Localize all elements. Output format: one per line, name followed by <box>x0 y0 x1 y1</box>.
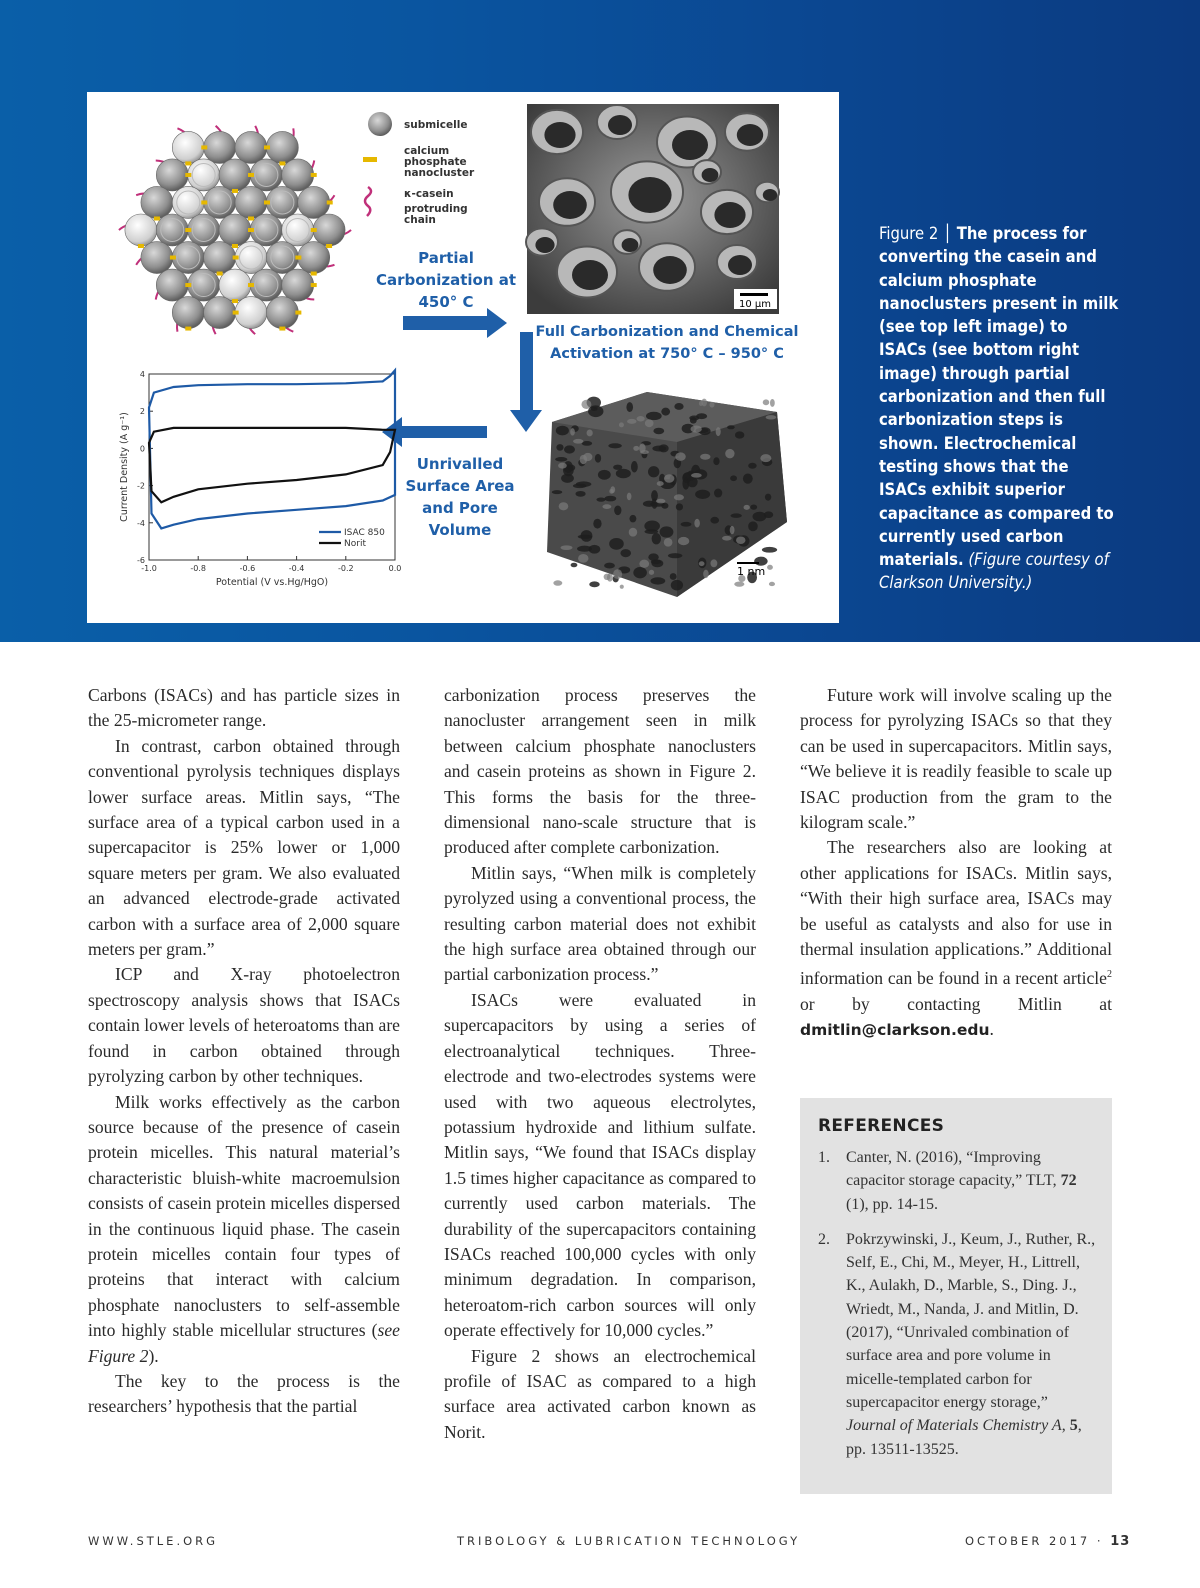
submicelle-legend-icon <box>368 112 392 136</box>
col2-para-2: Mitlin says, “When milk is completely pyrolyzed using a conventional process, the resulting carbon material does not exhibit the high surface area obtained through our partial carbonization process.” <box>444 862 756 985</box>
svg-text:Surface Area: Surface Area <box>405 477 515 495</box>
col3-para-2-text: The researchers also are looking at other applications for ISACs. Mitlin says, “With their high surface area, ISACs may be useful as catalysts and also for use in thermal insulation applications.” Additional information can be found in a recent article <box>800 837 1112 989</box>
article-column-2 <box>444 683 756 1445</box>
col3-para-2 <box>800 835 1112 1043</box>
col1-para-1: Carbons (ISACs) and has particle sizes in the 25-micrometer range. <box>88 685 400 731</box>
arrow-down <box>510 332 542 432</box>
reference-2-sep: , <box>1061 1417 1070 1435</box>
micelle-cluster-illustration <box>119 126 351 334</box>
caption-bold-text: The process for converting the casein and calcium phosphate nanoclusters present in milk (see top left image) to ISACs (see bottom right image) through partial carbonization and then full carbonization steps is shown. Electrochemical testing shows that the ISACs exhibit superior capacitance as compared to currently used carbon materials. <box>879 224 1119 570</box>
x-tick-label: -0.6 <box>239 564 256 573</box>
scale-bar-nano <box>737 562 759 564</box>
reference-1-text <box>846 1146 1098 1216</box>
figure-2-graphic <box>87 92 839 623</box>
col1-para-4-text: Milk works effectively as the carbon source because of the presence of casein protein micelles. This natural material’s characteristic bluish-white macroemulsion consists of casein protein micelles dispersed in the continuous liquid phase. The casein protein micelles contain four types of proteins that interact with calcium phosphate nanoclusters to self-assemble into highly stable micellular structures ( <box>88 1091 400 1341</box>
figure-2 <box>87 92 839 623</box>
caption-credit: (Figure courtesy of Clarkson University.) <box>879 550 1109 593</box>
footer-publication: TRIBOLOGY & LUBRICATION TECHNOLOGY <box>457 1534 801 1548</box>
svg-text:450° C: 450° C <box>418 293 474 311</box>
reference-1-body: Canter, N. (2016), “Improving capacitor storage capacity,” TLT, <box>846 1149 1061 1190</box>
email-link[interactable]: dmitlin@clarkson.edu <box>800 1021 990 1040</box>
svg-text:Volume: Volume <box>428 521 492 539</box>
full-carbonization-label <box>536 324 799 362</box>
reference-2-pages: , pp. 13511-13525. <box>846 1417 1082 1458</box>
col2-para-4: Figure 2 shows an electrochemical profile of ISAC as compared to a high surface area activated carbon known as Norit. <box>444 1345 756 1442</box>
figure-caption <box>879 222 1119 595</box>
svg-text:Activation at 750° C – 950° C: Activation at 750° C – 950° C <box>550 346 784 362</box>
reference-1-pages: (1), pp. 14-15. <box>846 1195 938 1213</box>
micelle-legend <box>363 112 475 226</box>
casein-legend-icon <box>365 187 371 216</box>
partial-carbonization-label <box>376 249 516 311</box>
reference-2 <box>818 1228 1098 1461</box>
col3-para-1: Future work will involve scaling up the process for pyrolyzing ISACs so that they can be used in supercapacitors. Mitlin says, “We believe it is readily feasible to scale up ISAC production from the gram to the kilogram scale.” <box>800 685 1112 833</box>
footer-website: WWW.STLE.ORG <box>88 1534 219 1548</box>
svg-text:Unrivalled: Unrivalled <box>416 455 504 473</box>
col1-para-4-figref: see Figure 2 <box>88 1320 400 1366</box>
scale-bar <box>740 293 768 296</box>
scale-micro-label: 10 μm <box>739 299 772 310</box>
unrivalled-label <box>405 455 514 539</box>
x-tick-label: 0.0 <box>388 564 402 573</box>
col1-para-4 <box>88 1090 400 1369</box>
arrow-left <box>382 417 487 447</box>
references-heading: REFERENCES <box>818 1116 945 1136</box>
x-tick-label: -0.8 <box>190 564 207 573</box>
col1-para-3: ICP and X-ray photoelectron spectroscopy analysis shows that ISACs contain lower levels of heteroatoms than are found in carbon obtained through pyrolyzing carbon by other techniques. <box>88 964 400 1087</box>
nanocluster-legend-icon <box>363 157 377 162</box>
svg-text:Carbonization at: Carbonization at <box>375 271 517 289</box>
chart-ylabel: Current Density (A g⁻¹) <box>119 412 130 522</box>
legend-calcium-3: nanocluster <box>404 167 475 179</box>
isac-carbon-cube <box>547 392 787 597</box>
y-tick-label: 4 <box>139 370 145 379</box>
references-box <box>800 1098 1112 1494</box>
svg-text:Partial: Partial <box>418 249 474 267</box>
footer-date: OCTOBER 2017 · <box>965 1534 1104 1548</box>
col3-para-2-cont: or by contacting Mitlin at <box>800 993 1112 1014</box>
reference-1-number: 1. <box>818 1149 830 1166</box>
reference-1 <box>818 1146 1098 1216</box>
footer-date-page <box>965 1534 1130 1549</box>
reference-2-body: Pokrzywinski, J., Keum, J., Ruther, R., Self, E., Chi, M., Meyer, H., Littrell, K., Aulakh, D., Marble, S., Ding. J., Wriedt, M., Nanda, J. and Mitlin, D. (2017), “Unrivaled combination of surface area and pore volume in micelle-templated carbon for supercapacitor energy storage,” <box>846 1230 1096 1411</box>
caption-label: Figure 2 │ <box>879 224 952 243</box>
cv-chart <box>119 370 401 588</box>
reference-2-number: 2. <box>818 1230 830 1248</box>
legend-submicelle: submicelle <box>404 119 468 131</box>
x-tick-label: -0.2 <box>337 564 354 573</box>
article-column-1 <box>88 683 400 1420</box>
legend-casein-1: κ-casein <box>404 188 454 200</box>
page-number: 13 <box>1110 1534 1131 1549</box>
col1-para-4-end: ). <box>148 1345 159 1366</box>
references-list <box>818 1146 1098 1473</box>
y-tick-label: 2 <box>139 407 145 417</box>
col2-para-3: ISACs were evaluated in supercapacitors by using a series of electroanalytical techniques. Three-electrode and two-electrodes systems were used with two aqueous electrolytes, potassium hydroxide and lithium sulfate. Mitlin says, “We found that ISACs display 1.5 times higher capacitance as compared to currently used carbon materials. The durability of the supercapacitors containing ISACs reached 100,000 cycles with only minimum degradation. In comparison, heteroatom-rich carbon sources will only operate effectively for 10,000 cycles.” <box>444 989 756 1341</box>
chart-xlabel: Potential (V vs.Hg/HgO) <box>215 577 329 588</box>
reference-2-volume: 5 <box>1069 1417 1078 1435</box>
col1-para-2: In contrast, carbon obtained through conventional pyrolysis techniques displays lower surface areas. Mitlin says, “The surface area of a typical carbon used in a supercapacitor is 25% lower or 1,000 square meters per gram. We also evaluated an advanced electrode-grade activated carbon with a surface area of 2,000 square meters per gram.” <box>88 735 400 960</box>
y-tick-label: 0 <box>139 444 145 454</box>
y-tick-label: -4 <box>137 518 145 528</box>
legend-casein-3: chain <box>404 214 436 226</box>
col3-para-2-end: . <box>989 1019 994 1040</box>
svg-text:Full Carbonization and Chemica: Full Carbonization and Chemical <box>535 324 799 340</box>
legend-norit-label: Norit <box>344 539 366 549</box>
reference-1-volume: 72 <box>1060 1172 1077 1190</box>
x-tick-label: -1.0 <box>141 564 157 573</box>
legend-calcium-1: calcium <box>404 145 450 157</box>
series-isac-850 <box>149 370 395 528</box>
col1-para-5: The key to the process is the researchers’ hypothesis that the partial <box>88 1370 400 1417</box>
arrow-right <box>403 308 507 338</box>
sem-micrograph <box>526 104 779 314</box>
article-column-3 <box>800 683 1112 1044</box>
x-tick-label: -0.4 <box>288 564 305 573</box>
svg-text:and Pore: and Pore <box>422 499 498 517</box>
y-tick-label: -6 <box>137 556 145 565</box>
legend-isac-label: ISAC 850 <box>344 528 385 538</box>
col3-footnote-ref: 2 <box>1107 969 1112 981</box>
reference-2-journal: Journal of Materials Chemistry A <box>846 1417 1062 1435</box>
reference-2-text <box>846 1228 1098 1461</box>
legend-calcium-2: phosphate <box>404 156 467 168</box>
legend-casein-2: protruding <box>404 203 468 215</box>
scale-nano-label: 1 nm <box>737 565 766 578</box>
y-tick-label: -2 <box>137 481 145 491</box>
col2-para-1: carbonization process preserves the nanocluster arrangement seen in milk between calcium phosphate nanoclusters and casein proteins as shown in Figure 2. This forms the basis for the three-dimensional nano-scale structure that is produced after complete carbonization. <box>444 685 756 858</box>
series-norit <box>149 428 395 502</box>
